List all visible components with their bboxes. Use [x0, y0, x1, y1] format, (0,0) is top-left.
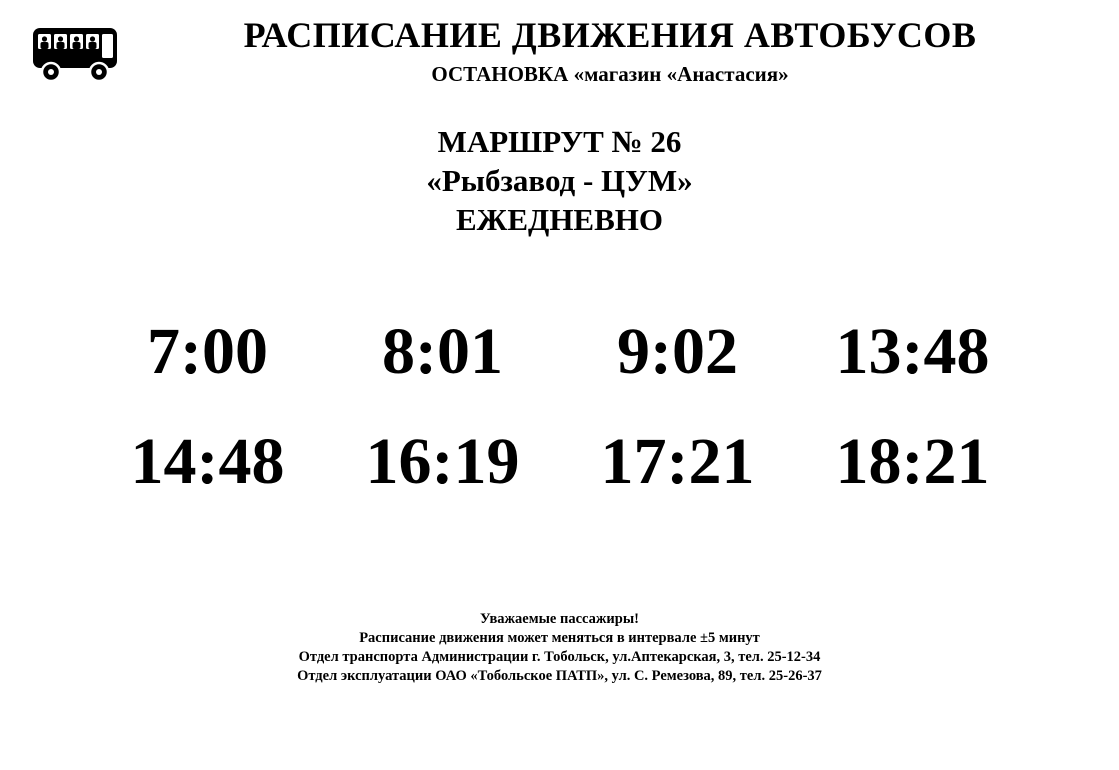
departure-times [90, 316, 1030, 536]
route-schedule-days: ЕЖЕДНЕВНО [455, 202, 664, 237]
notes-transport-department: Отдел транспорта Администрации г. Тобольск, ул.Аптекарская, 3, тел. 25-12-34 [298, 649, 821, 665]
notes-greeting: Уважаемые пассажиры! [480, 611, 639, 627]
departure-time: 9:02 [617, 315, 738, 388]
bus-icon [31, 26, 119, 84]
route-info [0, 122, 1119, 239]
route-number: МАРШРУТ № 26 [437, 124, 682, 159]
departure-time: 13:48 [835, 315, 990, 388]
route-name: «Рыбзавод - ЦУМ» [426, 163, 693, 198]
departure-time: 8:01 [382, 315, 503, 388]
notes-operations-department: Отдел эксплуатации ОАО «Тобольское ПАТП», ул. С. Ремезова, 89, тел. 25-26-37 [297, 668, 822, 684]
departure-time: 17:21 [600, 425, 755, 498]
passenger-notes [0, 610, 1119, 686]
schedule-title: РАСПИСАНИЕ ДВИЖЕНИЯ АВТОБУСОВ [243, 15, 977, 55]
notes-interval: Расписание движения может меняться в интервале ±5 минут [359, 630, 760, 646]
stop-name: ОСТАНОВКА «магазин «Анастасия» [431, 62, 789, 86]
departure-time: 18:21 [835, 425, 990, 498]
departure-time: 14:48 [130, 425, 285, 498]
departure-time: 7:00 [147, 315, 268, 388]
departure-time: 16:19 [365, 425, 520, 498]
